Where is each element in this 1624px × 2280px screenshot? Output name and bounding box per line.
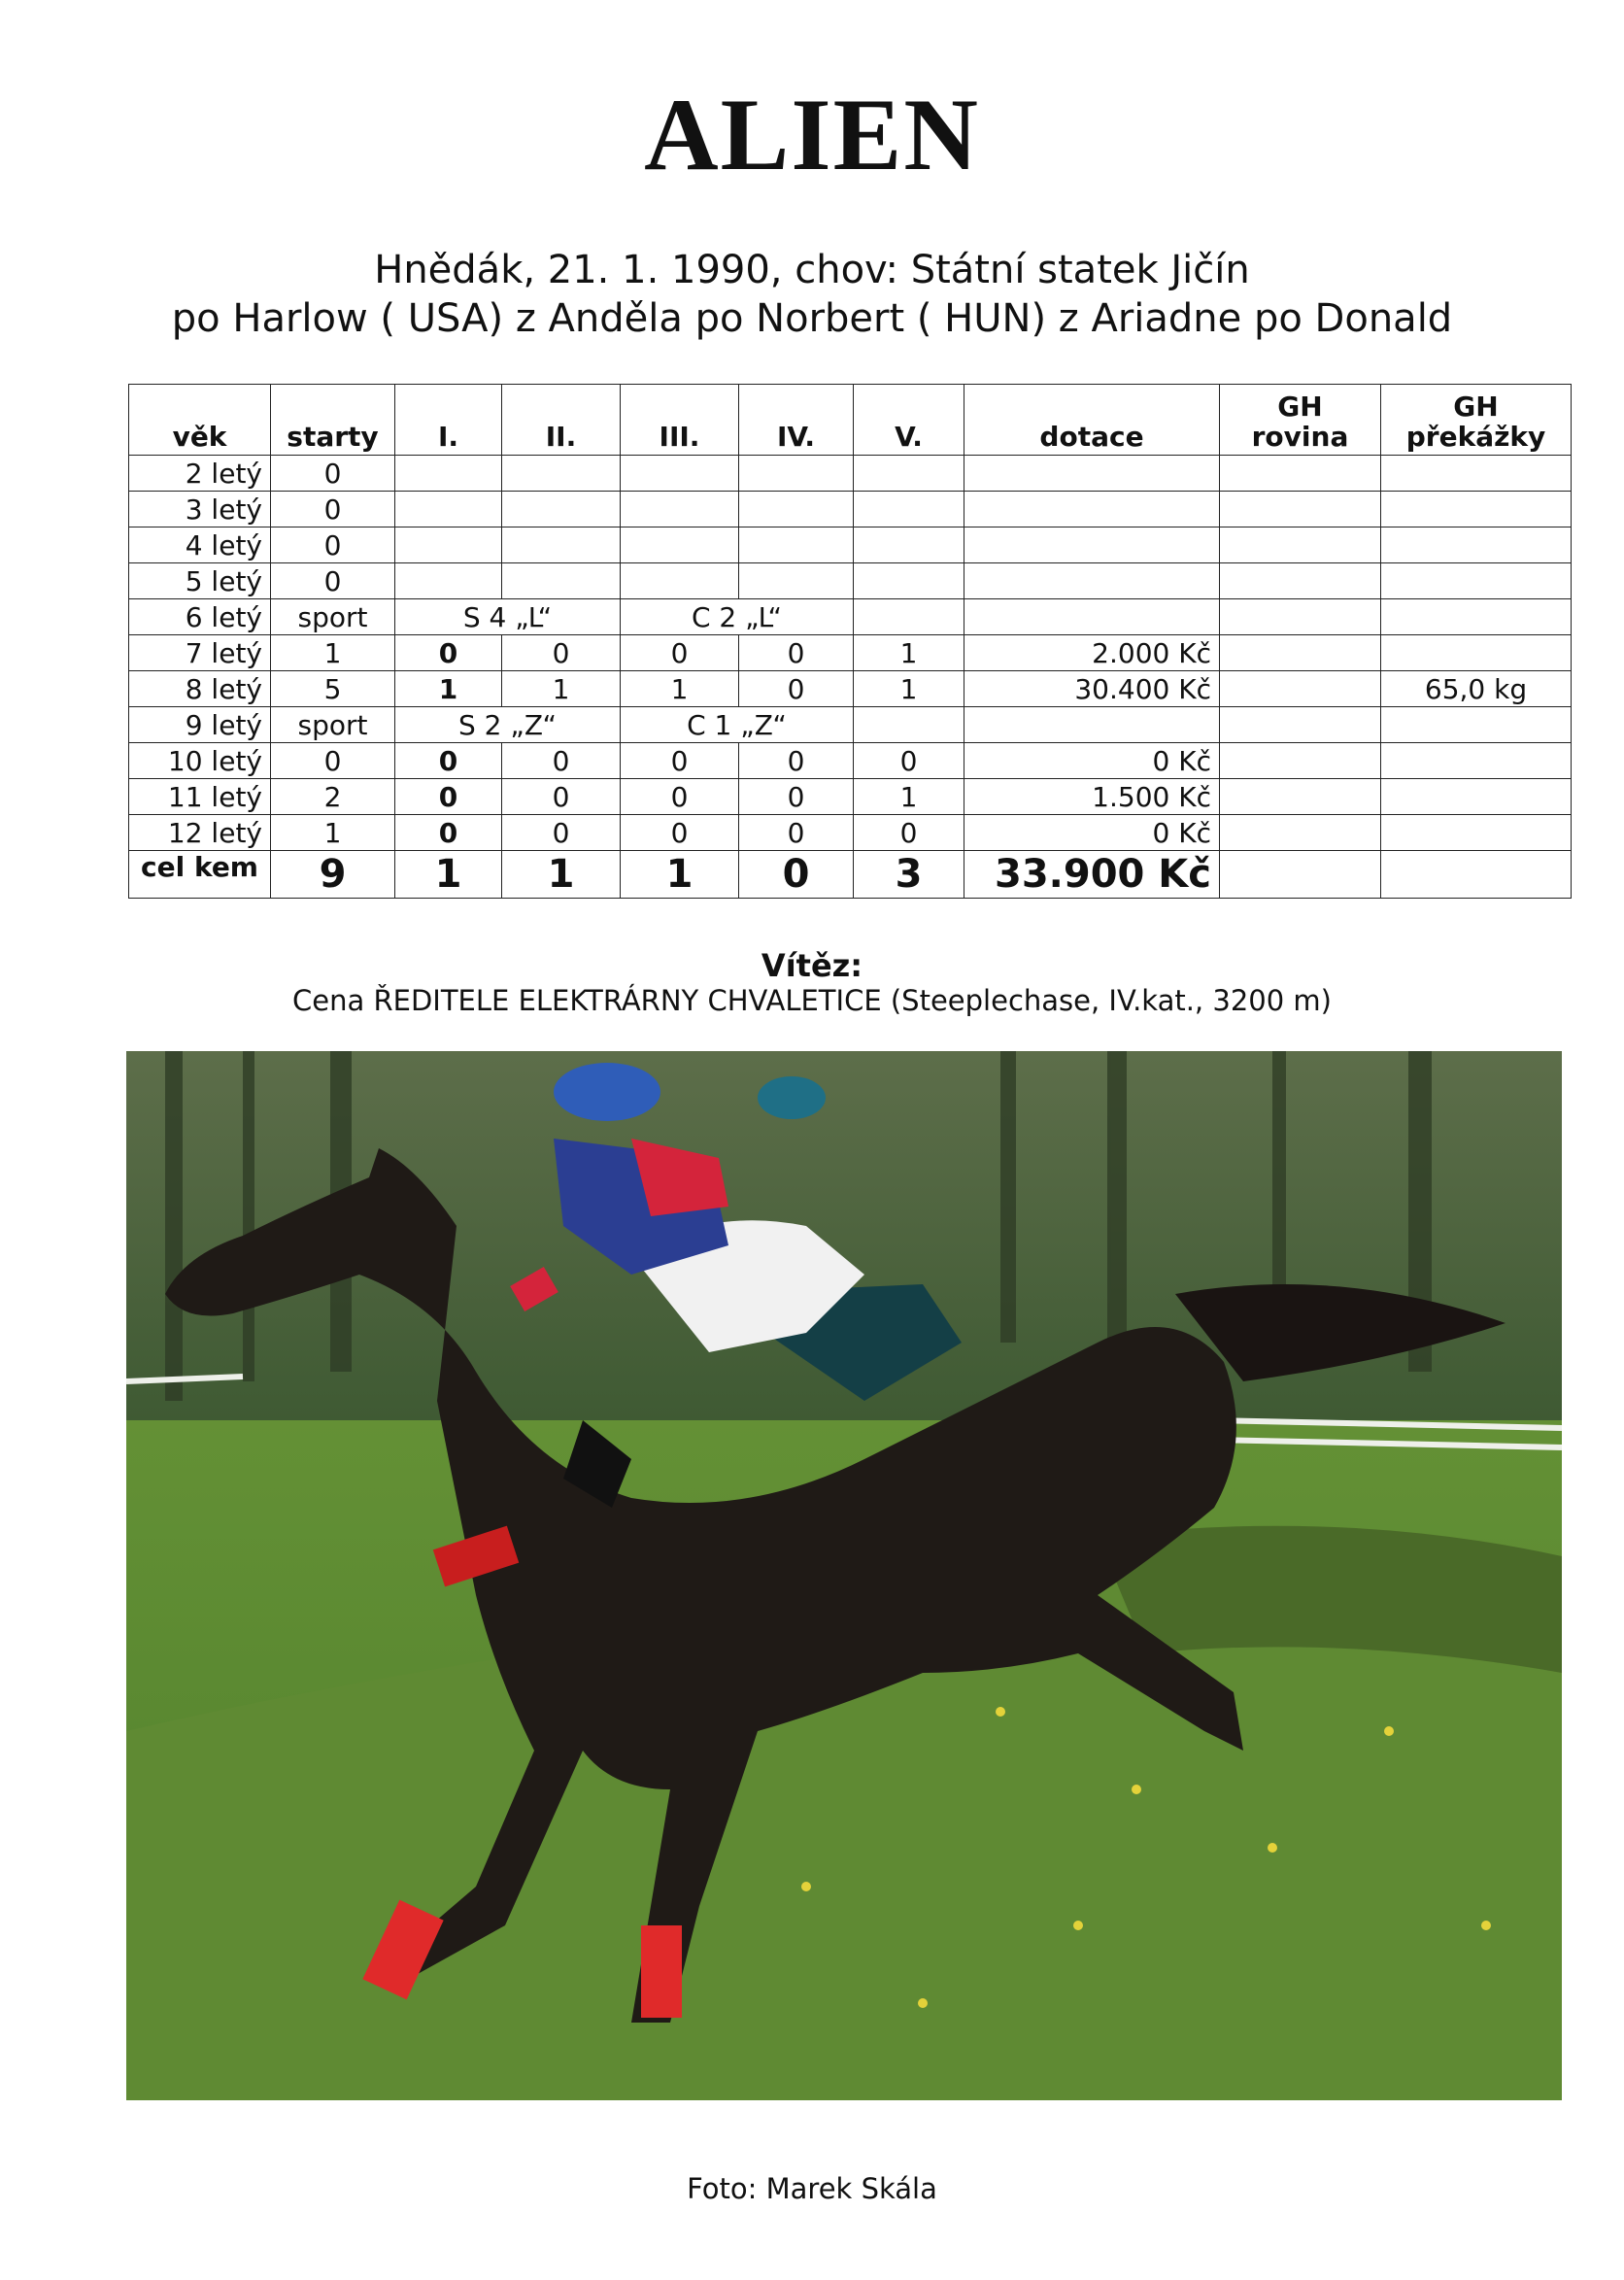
- fourth-cell: 0: [739, 815, 854, 851]
- col-header-gh-jump: [1381, 385, 1572, 456]
- gh-flat-label: rovina: [1251, 421, 1349, 454]
- steeplechase-photo-illustration: [126, 1051, 1562, 2100]
- gh-jump-cell: [1381, 492, 1572, 527]
- age-cell: 12 letý: [129, 815, 271, 851]
- prize-cell: [964, 707, 1220, 743]
- total-second-cell: 1: [502, 851, 621, 899]
- table-row: [129, 527, 1572, 563]
- table-row: [129, 743, 1572, 779]
- fifth-cell: 1: [854, 671, 964, 707]
- gh-flat-cell: [1220, 815, 1381, 851]
- table-row: [129, 456, 1572, 492]
- col-header-third: III.: [621, 385, 739, 456]
- sport-result-cell: C 2 „L“: [621, 599, 854, 635]
- fifth-cell: [854, 527, 964, 563]
- third-cell: 0: [621, 743, 739, 779]
- gh-flat-cell: [1220, 492, 1381, 527]
- prize-cell: [964, 563, 1220, 599]
- prize-cell: [964, 492, 1220, 527]
- gh-flat-cell: [1220, 456, 1381, 492]
- winner-heading: Vítěz:: [761, 947, 863, 984]
- fifth-cell: [854, 492, 964, 527]
- third-cell: [621, 492, 739, 527]
- gh-jump-label: překážky: [1405, 421, 1546, 454]
- fifth-cell: [854, 563, 964, 599]
- fourth-cell: 0: [739, 635, 854, 671]
- second-cell: [502, 527, 621, 563]
- total-starts-cell: 9: [271, 851, 395, 899]
- table-row: [129, 492, 1572, 527]
- third-cell: [621, 563, 739, 599]
- table-row: [129, 779, 1572, 815]
- horse-info-line: Hnědák, 21. 1. 1990, chov: Státní statek Jičín: [374, 248, 1250, 292]
- gh-jump-cell: [1381, 456, 1572, 492]
- gh-label: GH: [1277, 391, 1323, 424]
- total-gh-jump-cell: [1381, 851, 1572, 899]
- second-cell: [502, 563, 621, 599]
- fifth-cell: 0: [854, 815, 964, 851]
- starts-cell: 1: [271, 635, 395, 671]
- first-cell: [395, 492, 502, 527]
- table-row: [129, 635, 1572, 671]
- total-third-cell: 1: [621, 851, 739, 899]
- fourth-cell: [739, 456, 854, 492]
- table-row: [129, 599, 1572, 635]
- prize-cell: 1.500 Kč: [964, 779, 1220, 815]
- starts-cell: 1: [271, 815, 395, 851]
- third-cell: 0: [621, 779, 739, 815]
- third-cell: [621, 527, 739, 563]
- first-cell: 0: [395, 743, 502, 779]
- total-label-cell: cel kem: [129, 851, 271, 899]
- gh-jump-cell: [1381, 707, 1572, 743]
- fourth-cell: 0: [739, 779, 854, 815]
- second-cell: 0: [502, 779, 621, 815]
- starts-cell: 5: [271, 671, 395, 707]
- prize-cell: [964, 456, 1220, 492]
- table-row: [129, 563, 1572, 599]
- horse-name-title: ALIEN: [644, 78, 980, 191]
- pedigree-line: po Harlow ( USA) z Anděla po Norbert ( HUN) z Ariadne po Donald: [171, 296, 1453, 341]
- fourth-cell: [739, 492, 854, 527]
- gh-label: GH: [1453, 391, 1499, 424]
- second-cell: 0: [502, 743, 621, 779]
- second-cell: 0: [502, 815, 621, 851]
- starts-cell: 0: [271, 527, 395, 563]
- total-gh-flat-cell: [1220, 851, 1381, 899]
- fifth-cell: [854, 707, 964, 743]
- starts-cell: 0: [271, 456, 395, 492]
- gh-jump-cell: [1381, 527, 1572, 563]
- first-cell: 0: [395, 635, 502, 671]
- table-row: [129, 671, 1572, 707]
- race-photo: [126, 1051, 1562, 2100]
- starts-cell: 2: [271, 779, 395, 815]
- gh-flat-cell: [1220, 707, 1381, 743]
- second-cell: 1: [502, 671, 621, 707]
- total-prize-cell: 33.900 Kč: [964, 851, 1220, 899]
- col-header-gh-flat: [1220, 385, 1381, 456]
- age-cell: 2 letý: [129, 456, 271, 492]
- age-cell: 6 letý: [129, 599, 271, 635]
- fifth-cell: 1: [854, 779, 964, 815]
- prize-cell: [964, 599, 1220, 635]
- first-cell: [395, 527, 502, 563]
- third-cell: 1: [621, 671, 739, 707]
- prize-cell: 0 Kč: [964, 815, 1220, 851]
- starts-cell: sport: [271, 599, 395, 635]
- fourth-cell: [739, 563, 854, 599]
- winner-race: Cena ŘEDITELE ELEKTRÁRNY CHVALETICE (Steeplechase, IV.kat., 3200 m): [292, 984, 1332, 1017]
- age-cell: 11 letý: [129, 779, 271, 815]
- gh-jump-cell: 65,0 kg: [1381, 671, 1572, 707]
- second-cell: [502, 456, 621, 492]
- first-cell: [395, 456, 502, 492]
- fourth-cell: 0: [739, 743, 854, 779]
- first-cell: 0: [395, 779, 502, 815]
- age-cell: 8 letý: [129, 671, 271, 707]
- second-cell: 0: [502, 635, 621, 671]
- fifth-cell: [854, 456, 964, 492]
- sport-result-cell: C 1 „Z“: [621, 707, 854, 743]
- age-cell: 10 letý: [129, 743, 271, 779]
- col-header-age: věk: [129, 385, 271, 456]
- age-cell: 9 letý: [129, 707, 271, 743]
- gh-jump-cell: [1381, 599, 1572, 635]
- age-cell: 3 letý: [129, 492, 271, 527]
- gh-flat-cell: [1220, 779, 1381, 815]
- starts-cell: sport: [271, 707, 395, 743]
- third-cell: [621, 456, 739, 492]
- gh-flat-cell: [1220, 599, 1381, 635]
- col-header-fourth: IV.: [739, 385, 854, 456]
- table-row: [129, 815, 1572, 851]
- age-cell: 5 letý: [129, 563, 271, 599]
- table-row: [129, 707, 1572, 743]
- table-header-row: [129, 385, 1572, 456]
- race-statistics-table: [128, 384, 1572, 899]
- gh-jump-cell: [1381, 743, 1572, 779]
- fourth-cell: [739, 527, 854, 563]
- total-fourth-cell: 0: [739, 851, 854, 899]
- gh-flat-cell: [1220, 671, 1381, 707]
- gh-flat-cell: [1220, 563, 1381, 599]
- col-header-second: II.: [502, 385, 621, 456]
- gh-flat-cell: [1220, 743, 1381, 779]
- prize-cell: 30.400 Kč: [964, 671, 1220, 707]
- second-cell: [502, 492, 621, 527]
- third-cell: 0: [621, 635, 739, 671]
- starts-cell: 0: [271, 743, 395, 779]
- table-total-row: [129, 851, 1572, 899]
- photo-credit: Foto: Marek Skála: [687, 2172, 937, 2205]
- prize-cell: 0 Kč: [964, 743, 1220, 779]
- prize-cell: [964, 527, 1220, 563]
- fifth-cell: [854, 599, 964, 635]
- gh-flat-cell: [1220, 635, 1381, 671]
- gh-jump-cell: [1381, 815, 1572, 851]
- prize-cell: 2.000 Kč: [964, 635, 1220, 671]
- gh-jump-cell: [1381, 563, 1572, 599]
- first-cell: 0: [395, 815, 502, 851]
- col-header-prize: dotace: [964, 385, 1220, 456]
- fourth-cell: 0: [739, 671, 854, 707]
- col-header-first: I.: [395, 385, 502, 456]
- first-cell: [395, 563, 502, 599]
- gh-jump-cell: [1381, 635, 1572, 671]
- sport-result-cell: S 2 „Z“: [395, 707, 621, 743]
- age-cell: 4 letý: [129, 527, 271, 563]
- fifth-cell: 0: [854, 743, 964, 779]
- total-first-cell: 1: [395, 851, 502, 899]
- col-header-starts: starty: [271, 385, 395, 456]
- first-cell: 1: [395, 671, 502, 707]
- fifth-cell: 1: [854, 635, 964, 671]
- col-header-fifth: V.: [854, 385, 964, 456]
- age-cell: 7 letý: [129, 635, 271, 671]
- starts-cell: 0: [271, 492, 395, 527]
- gh-jump-cell: [1381, 779, 1572, 815]
- total-fifth-cell: 3: [854, 851, 964, 899]
- starts-cell: 0: [271, 563, 395, 599]
- gh-flat-cell: [1220, 527, 1381, 563]
- sport-result-cell: S 4 „L“: [395, 599, 621, 635]
- third-cell: 0: [621, 815, 739, 851]
